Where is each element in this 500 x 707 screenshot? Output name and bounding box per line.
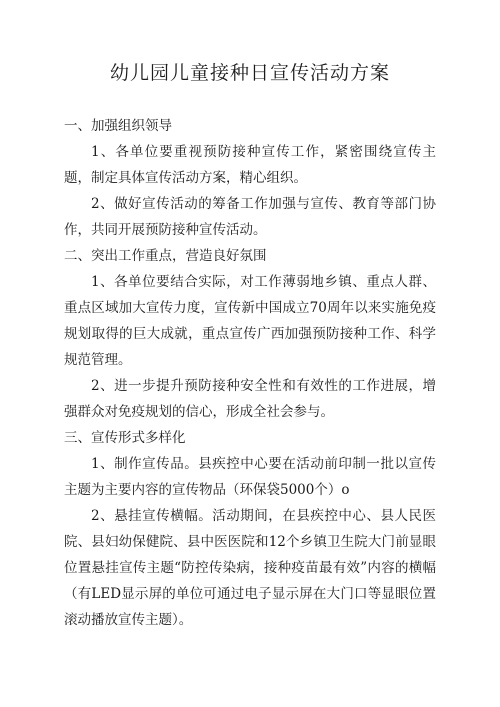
paragraph: 2、悬挂宣传横幅。活动期间，在县疾控中心、县人民医院、县妇幼保健院、县中医医院和12个乡镇卫生院大门前显眼位置悬挂宣传主题“防控传染病，接种疫苗最有效”内容的横幅（有LED显示屏的单位可通过电子显示屏在大门口等显眼位置滚动播放宣传主题）。 [64, 508, 436, 628]
section-heading: 二、突出工作重点，营造良好氛围 [64, 248, 267, 264]
paragraph: 1、各单位要结合实际，对工作薄弱地乡镇、重点人群、重点区域加大宣传力度，宣传新中国成立70周年以来实施免疫规划取得的巨大成就，重点宣传广西加强预防接种工作、科学规范管理。 [64, 274, 436, 368]
paragraph: 1、各单位要重视预防接种宣传工作，紧密围绕宣传主题，制定具体宣传活动方案，精心组织。 [64, 144, 436, 186]
section-heading: 一、加强组织领导 [64, 118, 172, 134]
document-title: 幼儿园儿童接种日宣传活动方案 [109, 62, 390, 84]
paragraph: 1、制作宣传品。县疾控中心要在活动前印制一批以宣传主题为主要内容的宣传物品（环保袋5000个）o [64, 456, 436, 498]
paragraph: 2、做好宣传活动的筹备工作加强与宣传、教育等部门协作，共同开展预防接种宣传活动。 [64, 196, 436, 238]
section-2 [64, 243, 436, 425]
paragraph: 2、进一步提升预防接种安全性和有效性的工作进展，增强群众对免疫规划的信心，形成全社会参与。 [64, 378, 436, 420]
section-heading: 三、宣传形式多样化 [64, 430, 186, 446]
section-3 [64, 425, 436, 633]
section-1 [64, 113, 436, 243]
